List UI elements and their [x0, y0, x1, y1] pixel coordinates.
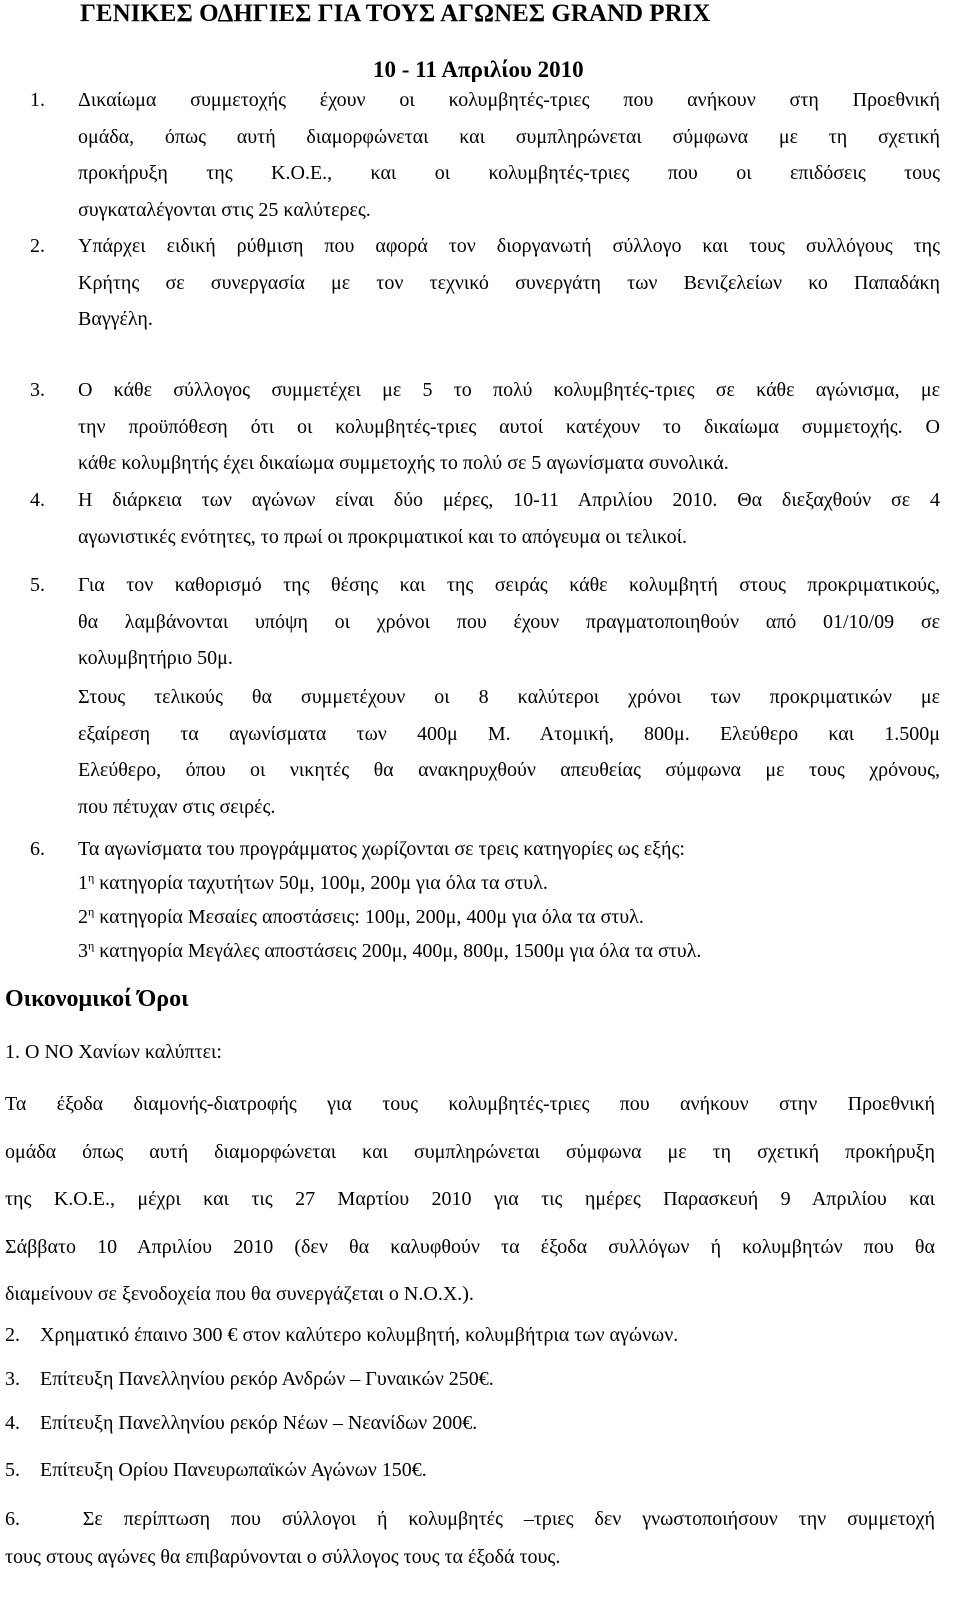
document-date: 10 - 11 Απριλίου 2010 [373, 57, 584, 82]
item-number: 5. [5, 1459, 20, 1481]
section-title: Οικονομικοί Όροι [5, 986, 189, 1012]
item-text: Επίτευξη Πανελληνίου ρεκόρ Ανδρών – Γυναικών 250€. [40, 1368, 494, 1390]
rule-text [78, 482, 940, 555]
item-number: 6. [5, 1508, 20, 1530]
finance-paragraph [5, 1081, 935, 1319]
text-line: Ελεύθερο, όπου οι νικητές θα ανακηρυχθούν απευθείας σύμφωνα με τους χρόνους, [78, 759, 940, 781]
text-line: Η διάρκεια των αγώνων είναι δύο μέρες, 10-11 Απριλίου 2010. Θα διεξαχθούν σε 4 [78, 489, 940, 511]
text-line: Στους τελικούς θα συμμετέχουν οι 8 καλύτεροι χρόνοι των προκριματικών με [78, 686, 940, 708]
text-line: συγκαταλέγονται στις 25 καλύτερες. [78, 198, 371, 221]
text-line: Τα έξοδα διαμονής-διατροφής για τους κολυμβητές-τριες που ανήκουν στην Προεθνική [5, 1093, 935, 1115]
finance-item-2 [5, 1320, 678, 1350]
rule-number: 5. [30, 574, 45, 596]
item-text: Σε περίπτωση που σύλλογοι ή κολυμβητές –τριες δεν γνωστοποιήσουν την συμμετοχή [82, 1508, 935, 1530]
text-line: την προϋπόθεση ότι οι κολυμβητές-τριες αυτοί κατέχουν το δικαίωμα συμμετοχής. Ο [78, 415, 940, 438]
text-line: Για τον καθορισμό της θέσης και της σειράς κάθε κολυμβητή στους προκριματικούς, [78, 574, 940, 596]
item-text: Επίτευξη Ορίου Πανευρωπαϊκών Αγώνων 150€. [40, 1459, 427, 1481]
rule-text [78, 832, 940, 968]
rule-number: 1. [30, 89, 45, 111]
text-line: Σάββατο 10 Απριλίου 2010 (δεν θα καλυφθούν τα έξοδα συλλόγων ή κολυμβητών που θα [5, 1235, 935, 1258]
finance-intro: 1. Ο ΝΟ Χανίων καλύπτει: [5, 1041, 222, 1063]
text-line: που πέτυχαν στις σειρές. [78, 795, 276, 818]
category-2: $2^\eta$ κατηγορία Μεσαίες αποστάσεις: 100μ, 200μ, 400μ για όλα τα στυλ. [78, 904, 644, 928]
rule-number: 2. [30, 235, 45, 257]
document-title: ΓΕΝΙΚΕΣ ΟΔΗΓΙΕΣ ΓΙΑ ΤΟΥΣ ΑΓΩΝΕΣ GRAND PRIX [80, 0, 711, 27]
text-line: Δικαίωμα συμμετοχής έχουν οι κολυμβητές-τριες που ανήκουν στη Προεθνική [78, 89, 940, 111]
text-line: ομάδα όπως αυτή διαμορφώνεται και συμπληρώνεται σύμφωνα με τη σχετική προκήρυξη [5, 1140, 935, 1163]
text-line: τους στους αγώνες θα επιβαρύνονται ο σύλλογος τους τα έξοδά τους. [5, 1546, 561, 1568]
rule-text [78, 372, 940, 482]
text-line: διαμείνουν σε ξενοδοχεία που θα συνεργάζεται ο Ν.Ο.Χ.). [5, 1283, 474, 1305]
item-text: Επίτευξη Πανελληνίου ρεκόρ Νέων – Νεανίδων 200€. [40, 1412, 478, 1434]
rule-number: 4. [30, 489, 45, 511]
text-line: εξαίρεση τα αγωνίσματα των 400μ Μ. Ατομική, 800μ. Ελεύθερο και 1.500μ [78, 722, 940, 745]
category-3: $3^\eta$ κατηγορία Μεγάλες αποστάσεις 200μ, 400μ, 800μ, 1500μ για όλα τα στυλ. [78, 938, 702, 962]
text-line: αγωνιστικές ενότητες, το πρωί οι προκριματικοί και το απόγευμα οι τελικοί. [78, 525, 688, 548]
item-number: 2. [5, 1324, 20, 1346]
finance-item-3 [5, 1364, 494, 1394]
rule-text [78, 228, 940, 338]
text-line: Τα αγωνίσματα του προγράμματος χωρίζονται σε τρεις κατηγορίες ως εξής: [78, 838, 685, 860]
text-line: Κρήτης σε συνεργασία με τον τεχνικό συνεργάτη των Βενιζελείων κο Παπαδάκη [78, 271, 940, 294]
finance-item-6 [5, 1500, 935, 1576]
text-line: Βαγγέλη. [78, 308, 153, 330]
text-line: κολυμβητήριο 50μ. [78, 647, 233, 669]
finance-item-5 [5, 1455, 427, 1485]
item-text: Χρηματικό έπαινο 300 € στον καλύτερο κολυμβητή, κολυμβήτρια των αγώνων. [40, 1324, 679, 1346]
category-1: $1^\eta$ κατηγορία ταχυτήτων 50μ, 100μ, 200μ για όλα τα στυλ. [78, 870, 548, 894]
text-line [5, 1500, 935, 1538]
text-line: Ο κάθε σύλλογος συμμετέχει με 5 το πολύ κολυμβητές-τριες σε κάθε αγώνισμα, με [78, 379, 940, 401]
item-number: 4. [5, 1412, 20, 1434]
finance-item-4 [5, 1408, 477, 1438]
text-line: της Κ.Ο.Ε., μέχρι και τις 27 Μαρτίου 2010 για τις ημέρες Παρασκευή 9 Απριλίου και [5, 1188, 935, 1210]
text-line: ομάδα, όπως αυτή διαμορφώνεται και συμπληρώνεται σύμφωνα με τη σχετική [78, 125, 940, 148]
rule-text [78, 82, 940, 228]
rule-number: 3. [30, 379, 45, 401]
text-line: θα λαμβάνονται υπόψη οι χρόνοι που έχουν πραγματοποιηθούν από 01/10/09 σε [78, 610, 940, 633]
text-line: Υπάρχει ειδική ρύθμιση που αφορά τον διοργανωτή σύλλογο και τους συλλόγους της [78, 235, 940, 257]
text-line: προκήρυξη της Κ.Ο.Ε., και οι κολυμβητές-τριες που οι επιδόσεις τους [78, 162, 940, 184]
rule-text [78, 567, 940, 677]
item-number: 3. [5, 1368, 20, 1390]
rule-text [78, 679, 940, 825]
rule-number: 6. [30, 838, 45, 860]
text-line: κάθε κολυμβητής έχει δικαίωμα συμμετοχής το πολύ σε 5 αγωνίσματα συνολικά. [78, 452, 729, 474]
